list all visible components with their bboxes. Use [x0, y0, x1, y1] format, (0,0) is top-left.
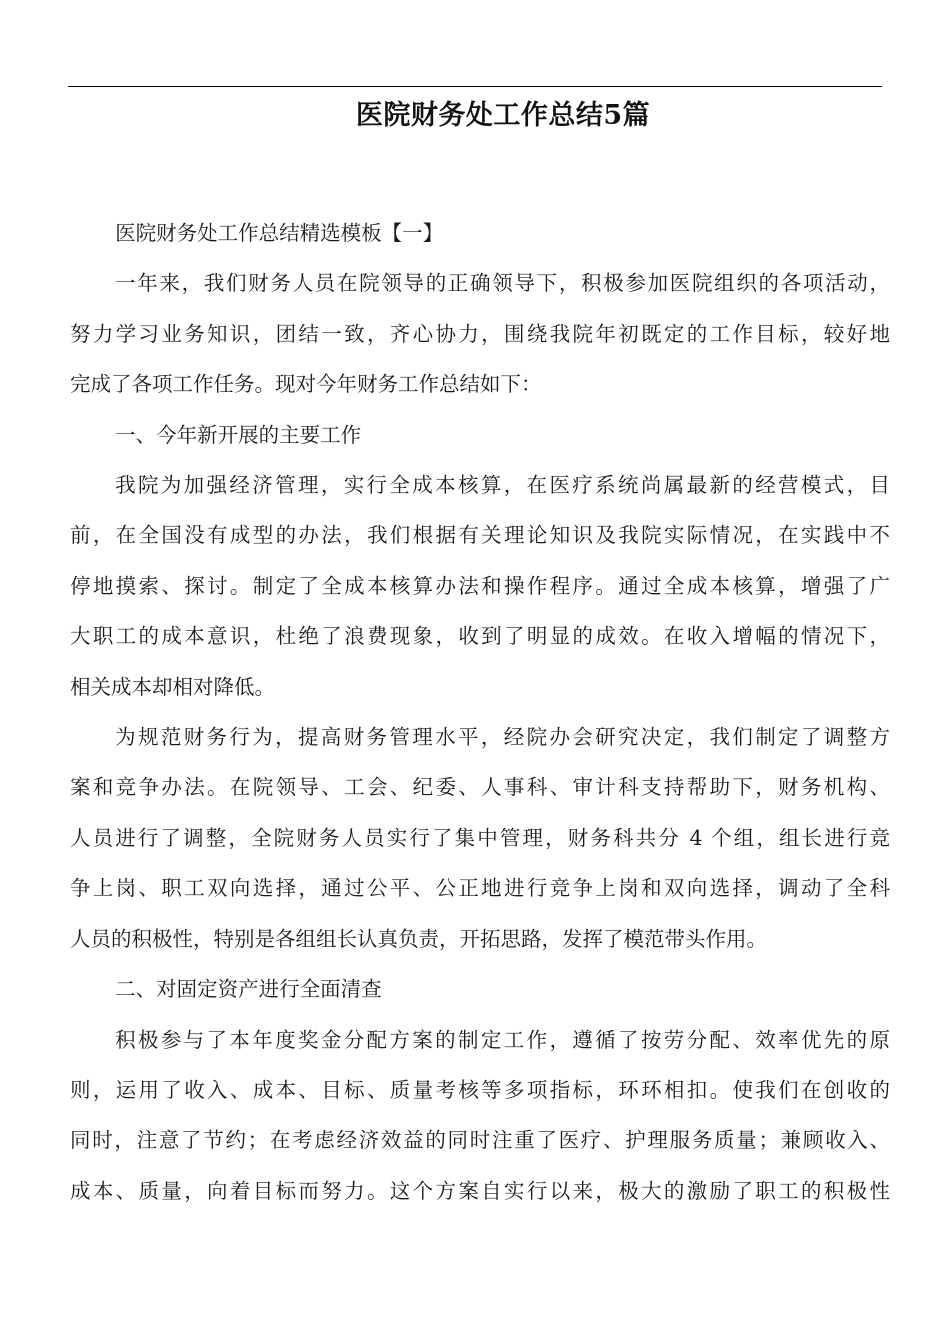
- text-line: 为规范财务行为，提高财务管理水平，经院办会研究决定，我们制定了调整方: [115, 725, 890, 750]
- text-line: 一、今年新开展的主要工作: [115, 422, 362, 447]
- header-rule: [68, 86, 882, 87]
- paragraph: [70, 712, 890, 964]
- text-line: 一年来，我们财务人员在院领导的正确领导下，积极参加医院组织的各项活动，: [115, 271, 890, 296]
- paragraph: [70, 258, 890, 409]
- text-line: 案和竞争办法。在院领导、工会、纪委、人事科、审计科支持帮助下，财务机构、: [70, 775, 890, 800]
- paragraph-section-heading: [70, 208, 890, 258]
- paragraph-heading: [70, 410, 890, 460]
- text-line: 我院为加强经济管理，实行全成本核算，在医疗系统尚属最新的经营模式，目: [115, 473, 890, 498]
- text-line: 相关成本却相对降低。: [70, 674, 275, 699]
- text-line: 大职工的成本意识，杜绝了浪费现象，收到了明显的成效。在收入增幅的情况下，: [70, 624, 890, 649]
- text-line: 则，运用了收入、成本、目标、质量考核等多项指标，环环相扣。使我们在创收的: [70, 1077, 890, 1102]
- text-line: 人员的积极性，特别是各组组长认真负责，开拓思路，发挥了模范带头作用。: [70, 926, 767, 951]
- paragraph-heading: [70, 964, 890, 1014]
- text-line: 积极参与了本年度奖金分配方案的制定工作，遵循了按劳分配、效率优先的原: [115, 1027, 890, 1052]
- text-line: 医院财务处工作总结精选模板【一】: [115, 221, 444, 245]
- document-title: 医院财务处工作总结5篇: [355, 100, 651, 131]
- text-line: 完成了各项工作任务。现对今年财务工作总结如下：: [70, 372, 542, 397]
- paragraph: [70, 1015, 890, 1217]
- text-line: 成本、质量，向着目标而努力。这个方案自实行以来，极大的激励了职工的积极性: [70, 1178, 890, 1203]
- paragraph: [70, 460, 890, 712]
- text-line: 同时，注意了节约；在考虑经济效益的同时注重了医疗、护理服务质量；兼顾收入、: [70, 1128, 890, 1153]
- text-line: 争上岗、职工双向选择，通过公平、公正地进行竞争上岗和双向选择，调动了全科: [70, 876, 890, 901]
- document-body: [70, 208, 890, 1216]
- text-line: 努力学习业务知识，团结一致，齐心协力，围绕我院年初既定的工作目标，较好地: [70, 321, 890, 346]
- text-line: 二、对固定资产进行全面清查: [115, 977, 382, 1002]
- text-line: 前，在全国没有成型的办法，我们根据有关理论知识及我院实际情况，在实践中不: [70, 523, 890, 548]
- text-line: 停地摸索、探讨。制定了全成本核算办法和操作程序。通过全成本核算，增强了广: [70, 573, 890, 598]
- text-line: 人员进行了调整，全院财务人员实行了集中管理，财务科共分 4 个组，组长进行竞: [70, 825, 890, 850]
